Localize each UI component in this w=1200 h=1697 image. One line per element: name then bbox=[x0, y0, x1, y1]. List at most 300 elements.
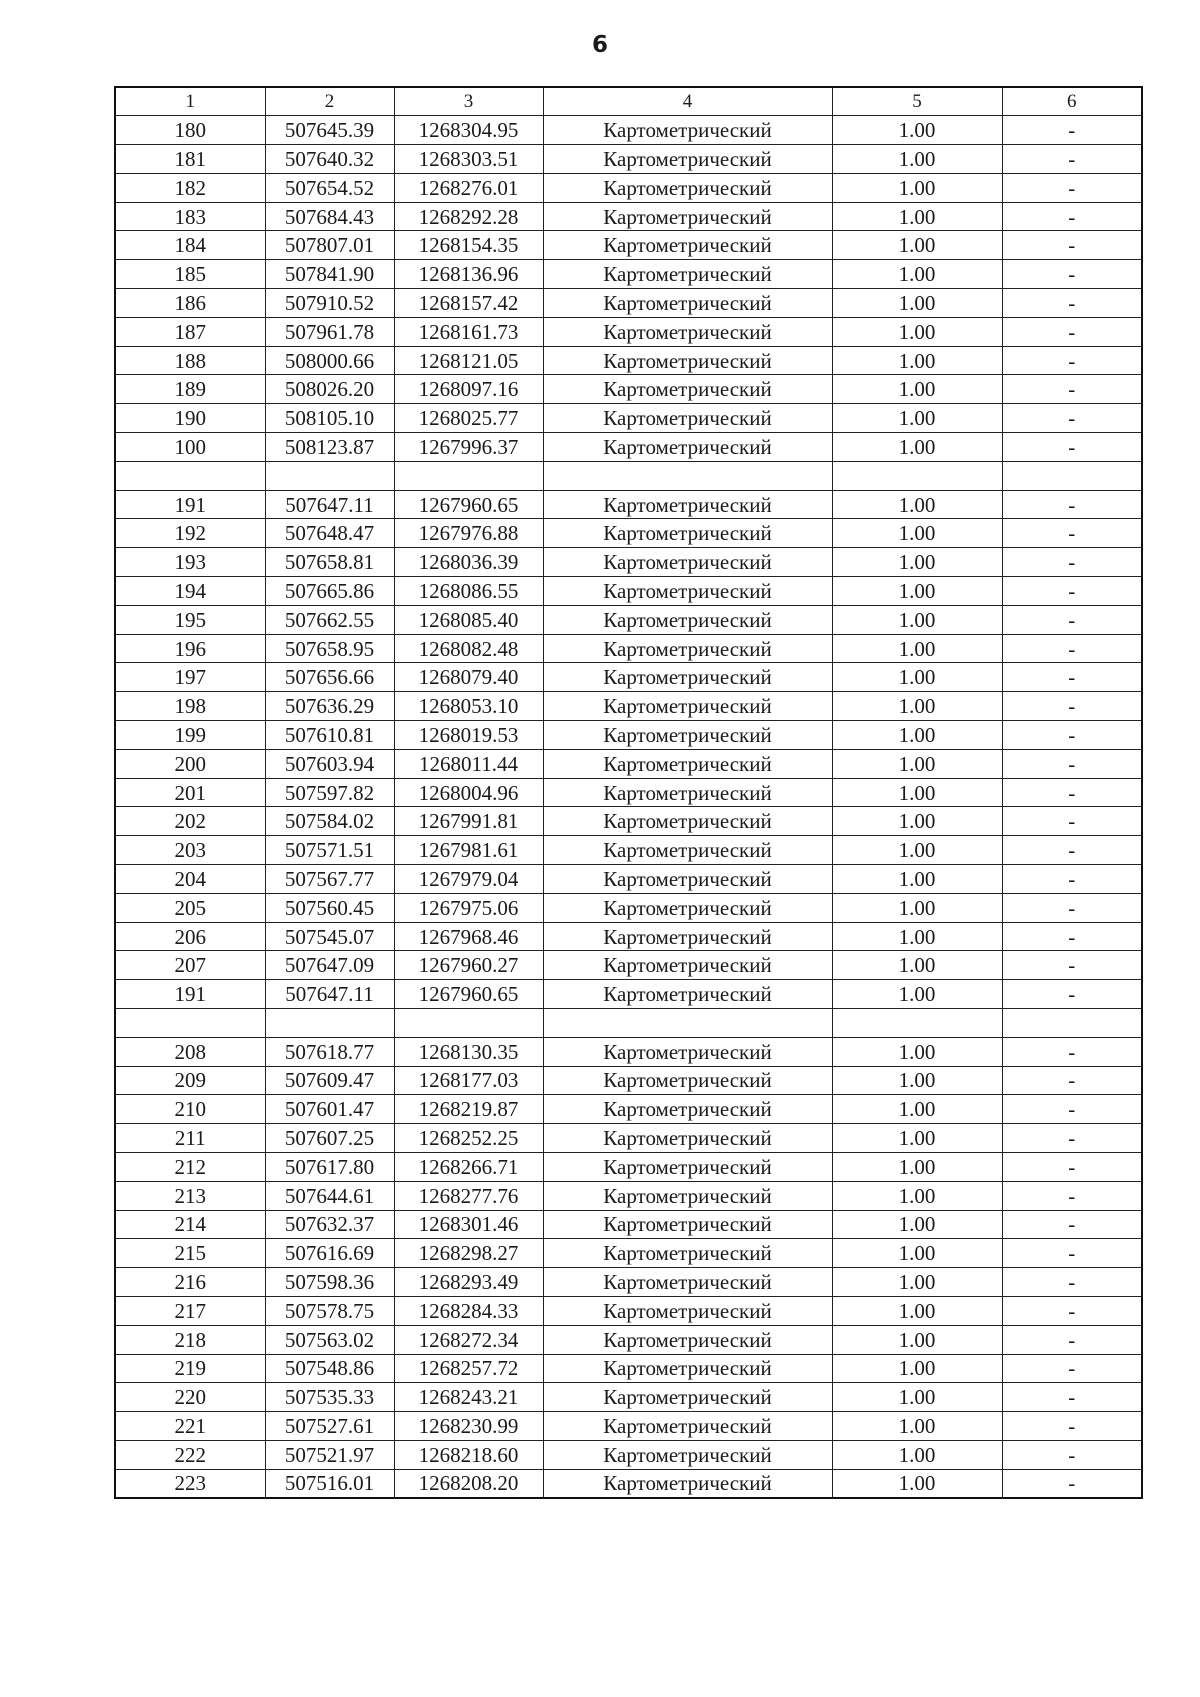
table-row bbox=[115, 1210, 1142, 1239]
description-cell: - bbox=[1002, 605, 1142, 634]
table-row bbox=[115, 490, 1142, 519]
description-cell: - bbox=[1002, 1152, 1142, 1181]
description-cell: - bbox=[1002, 749, 1142, 778]
y-coordinate-cell: 1268086.55 bbox=[394, 577, 543, 606]
accuracy-cell: 1.00 bbox=[832, 1066, 1002, 1095]
accuracy-cell: 1.00 bbox=[832, 173, 1002, 202]
method-cell: Картометрический bbox=[543, 116, 832, 145]
point-number-cell: 192 bbox=[115, 519, 265, 548]
accuracy-cell: 1.00 bbox=[832, 519, 1002, 548]
accuracy-cell: 1.00 bbox=[832, 1181, 1002, 1210]
table-row bbox=[115, 433, 1142, 462]
description-cell: - bbox=[1002, 836, 1142, 865]
x-coordinate-cell: 508000.66 bbox=[265, 346, 394, 375]
table-separator-row bbox=[115, 1009, 1142, 1038]
point-number-cell: 194 bbox=[115, 577, 265, 606]
x-coordinate-cell: 507618.77 bbox=[265, 1037, 394, 1066]
x-coordinate-cell: 508026.20 bbox=[265, 375, 394, 404]
point-number-cell: 214 bbox=[115, 1210, 265, 1239]
x-coordinate-cell: 507521.97 bbox=[265, 1440, 394, 1469]
description-cell: - bbox=[1002, 1469, 1142, 1498]
y-coordinate-cell: 1268025.77 bbox=[394, 404, 543, 433]
accuracy-cell: 1.00 bbox=[832, 1325, 1002, 1354]
x-coordinate-cell: 507607.25 bbox=[265, 1124, 394, 1153]
method-cell: Картометрический bbox=[543, 807, 832, 836]
empty-cell bbox=[115, 461, 265, 490]
method-cell: Картометрический bbox=[543, 1152, 832, 1181]
y-coordinate-cell: 1268252.25 bbox=[394, 1124, 543, 1153]
method-cell: Картометрический bbox=[543, 1383, 832, 1412]
method-cell: Картометрический bbox=[543, 1354, 832, 1383]
empty-cell bbox=[115, 1009, 265, 1038]
header-cell: 1 bbox=[115, 87, 265, 116]
method-cell: Картометрический bbox=[543, 951, 832, 980]
description-cell: - bbox=[1002, 317, 1142, 346]
accuracy-cell: 1.00 bbox=[832, 778, 1002, 807]
table-row bbox=[115, 1095, 1142, 1124]
point-number-cell: 222 bbox=[115, 1440, 265, 1469]
x-coordinate-cell: 507656.66 bbox=[265, 663, 394, 692]
description-cell: - bbox=[1002, 721, 1142, 750]
point-number-cell: 210 bbox=[115, 1095, 265, 1124]
x-coordinate-cell: 507567.77 bbox=[265, 865, 394, 894]
description-cell: - bbox=[1002, 548, 1142, 577]
method-cell: Картометрический bbox=[543, 1469, 832, 1498]
description-cell: - bbox=[1002, 1181, 1142, 1210]
point-number-cell: 207 bbox=[115, 951, 265, 980]
accuracy-cell: 1.00 bbox=[832, 634, 1002, 663]
method-cell: Картометрический bbox=[543, 1210, 832, 1239]
table-row bbox=[115, 404, 1142, 433]
x-coordinate-cell: 507636.29 bbox=[265, 692, 394, 721]
empty-cell bbox=[1002, 461, 1142, 490]
header-cell: 3 bbox=[394, 87, 543, 116]
accuracy-cell: 1.00 bbox=[832, 749, 1002, 778]
point-number-cell: 181 bbox=[115, 145, 265, 174]
accuracy-cell: 1.00 bbox=[832, 893, 1002, 922]
y-coordinate-cell: 1268082.48 bbox=[394, 634, 543, 663]
table-row bbox=[115, 1066, 1142, 1095]
table-row bbox=[115, 1037, 1142, 1066]
empty-cell bbox=[394, 461, 543, 490]
description-cell: - bbox=[1002, 922, 1142, 951]
x-coordinate-cell: 507658.81 bbox=[265, 548, 394, 577]
description-cell: - bbox=[1002, 346, 1142, 375]
point-number-cell: 187 bbox=[115, 317, 265, 346]
y-coordinate-cell: 1268257.72 bbox=[394, 1354, 543, 1383]
table-row bbox=[115, 1124, 1142, 1153]
point-number-cell: 201 bbox=[115, 778, 265, 807]
y-coordinate-cell: 1268085.40 bbox=[394, 605, 543, 634]
accuracy-cell: 1.00 bbox=[832, 951, 1002, 980]
accuracy-cell: 1.00 bbox=[832, 836, 1002, 865]
y-coordinate-cell: 1268303.51 bbox=[394, 145, 543, 174]
description-cell: - bbox=[1002, 951, 1142, 980]
description-cell: - bbox=[1002, 231, 1142, 260]
x-coordinate-cell: 507910.52 bbox=[265, 289, 394, 318]
table-row bbox=[115, 980, 1142, 1009]
point-number-cell: 191 bbox=[115, 490, 265, 519]
method-cell: Картометрический bbox=[543, 922, 832, 951]
x-coordinate-cell: 507597.82 bbox=[265, 778, 394, 807]
point-number-cell: 195 bbox=[115, 605, 265, 634]
x-coordinate-cell: 507841.90 bbox=[265, 260, 394, 289]
method-cell: Картометрический bbox=[543, 346, 832, 375]
table-row bbox=[115, 865, 1142, 894]
method-cell: Картометрический bbox=[543, 548, 832, 577]
method-cell: Картометрический bbox=[543, 260, 832, 289]
table-row bbox=[115, 634, 1142, 663]
accuracy-cell: 1.00 bbox=[832, 433, 1002, 462]
point-number-cell: 196 bbox=[115, 634, 265, 663]
x-coordinate-cell: 507684.43 bbox=[265, 202, 394, 231]
x-coordinate-cell: 507610.81 bbox=[265, 721, 394, 750]
accuracy-cell: 1.00 bbox=[832, 317, 1002, 346]
accuracy-cell: 1.00 bbox=[832, 346, 1002, 375]
x-coordinate-cell: 508123.87 bbox=[265, 433, 394, 462]
point-number-cell: 203 bbox=[115, 836, 265, 865]
x-coordinate-cell: 507665.86 bbox=[265, 577, 394, 606]
y-coordinate-cell: 1268121.05 bbox=[394, 346, 543, 375]
description-cell: - bbox=[1002, 1296, 1142, 1325]
y-coordinate-cell: 1268272.34 bbox=[394, 1325, 543, 1354]
accuracy-cell: 1.00 bbox=[832, 1469, 1002, 1498]
y-coordinate-cell: 1268293.49 bbox=[394, 1268, 543, 1297]
method-cell: Картометрический bbox=[543, 1066, 832, 1095]
method-cell: Картометрический bbox=[543, 490, 832, 519]
description-cell: - bbox=[1002, 375, 1142, 404]
point-number-cell: 217 bbox=[115, 1296, 265, 1325]
x-coordinate-cell: 507560.45 bbox=[265, 893, 394, 922]
y-coordinate-cell: 1267991.81 bbox=[394, 807, 543, 836]
y-coordinate-cell: 1268036.39 bbox=[394, 548, 543, 577]
table-row bbox=[115, 749, 1142, 778]
point-number-cell: 204 bbox=[115, 865, 265, 894]
description-cell: - bbox=[1002, 1412, 1142, 1441]
table-row bbox=[115, 145, 1142, 174]
method-cell: Картометрический bbox=[543, 1440, 832, 1469]
method-cell: Картометрический bbox=[543, 1412, 832, 1441]
method-cell: Картометрический bbox=[543, 692, 832, 721]
table-row bbox=[115, 605, 1142, 634]
accuracy-cell: 1.00 bbox=[832, 116, 1002, 145]
x-coordinate-cell: 507645.39 bbox=[265, 116, 394, 145]
table-row bbox=[115, 577, 1142, 606]
method-cell: Картометрический bbox=[543, 721, 832, 750]
y-coordinate-cell: 1268079.40 bbox=[394, 663, 543, 692]
description-cell: - bbox=[1002, 980, 1142, 1009]
point-number-cell: 219 bbox=[115, 1354, 265, 1383]
point-number-cell: 183 bbox=[115, 202, 265, 231]
y-coordinate-cell: 1267996.37 bbox=[394, 433, 543, 462]
description-cell: - bbox=[1002, 1325, 1142, 1354]
y-coordinate-cell: 1268218.60 bbox=[394, 1440, 543, 1469]
table-row bbox=[115, 202, 1142, 231]
header-cell: 5 bbox=[832, 87, 1002, 116]
x-coordinate-cell: 507535.33 bbox=[265, 1383, 394, 1412]
table-row bbox=[115, 836, 1142, 865]
y-coordinate-cell: 1268097.16 bbox=[394, 375, 543, 404]
empty-cell bbox=[832, 461, 1002, 490]
description-cell: - bbox=[1002, 1095, 1142, 1124]
method-cell: Картометрический bbox=[543, 202, 832, 231]
accuracy-cell: 1.00 bbox=[832, 1239, 1002, 1268]
x-coordinate-cell: 507616.69 bbox=[265, 1239, 394, 1268]
description-cell: - bbox=[1002, 519, 1142, 548]
accuracy-cell: 1.00 bbox=[832, 1037, 1002, 1066]
header-cell: 6 bbox=[1002, 87, 1142, 116]
accuracy-cell: 1.00 bbox=[832, 1296, 1002, 1325]
empty-cell bbox=[832, 1009, 1002, 1038]
point-number-cell: 182 bbox=[115, 173, 265, 202]
description-cell: - bbox=[1002, 865, 1142, 894]
point-number-cell: 184 bbox=[115, 231, 265, 260]
page-number: 6 bbox=[591, 32, 608, 58]
description-cell: - bbox=[1002, 490, 1142, 519]
point-number-cell: 215 bbox=[115, 1239, 265, 1268]
accuracy-cell: 1.00 bbox=[832, 605, 1002, 634]
method-cell: Картометрический bbox=[543, 289, 832, 318]
accuracy-cell: 1.00 bbox=[832, 577, 1002, 606]
y-coordinate-cell: 1268277.76 bbox=[394, 1181, 543, 1210]
y-coordinate-cell: 1268154.35 bbox=[394, 231, 543, 260]
empty-cell bbox=[1002, 1009, 1142, 1038]
table-row bbox=[115, 1440, 1142, 1469]
method-cell: Картометрический bbox=[543, 1124, 832, 1153]
method-cell: Картометрический bbox=[543, 375, 832, 404]
y-coordinate-cell: 1268284.33 bbox=[394, 1296, 543, 1325]
header-cell: 2 bbox=[265, 87, 394, 116]
point-number-cell: 216 bbox=[115, 1268, 265, 1297]
x-coordinate-cell: 507648.47 bbox=[265, 519, 394, 548]
description-cell: - bbox=[1002, 173, 1142, 202]
description-cell: - bbox=[1002, 1210, 1142, 1239]
y-coordinate-cell: 1267975.06 bbox=[394, 893, 543, 922]
point-number-cell: 100 bbox=[115, 433, 265, 462]
y-coordinate-cell: 1268157.42 bbox=[394, 289, 543, 318]
table-row bbox=[115, 1469, 1142, 1498]
description-cell: - bbox=[1002, 404, 1142, 433]
coordinates-table bbox=[114, 86, 1143, 1499]
point-number-cell: 205 bbox=[115, 893, 265, 922]
table-row bbox=[115, 663, 1142, 692]
method-cell: Картометрический bbox=[543, 1296, 832, 1325]
table-row bbox=[115, 260, 1142, 289]
y-coordinate-cell: 1268130.35 bbox=[394, 1037, 543, 1066]
description-cell: - bbox=[1002, 663, 1142, 692]
description-cell: - bbox=[1002, 1239, 1142, 1268]
point-number-cell: 186 bbox=[115, 289, 265, 318]
point-number-cell: 198 bbox=[115, 692, 265, 721]
accuracy-cell: 1.00 bbox=[832, 231, 1002, 260]
y-coordinate-cell: 1268292.28 bbox=[394, 202, 543, 231]
table-row bbox=[115, 721, 1142, 750]
description-cell: - bbox=[1002, 1440, 1142, 1469]
x-coordinate-cell: 507647.11 bbox=[265, 490, 394, 519]
method-cell: Картометрический bbox=[543, 980, 832, 1009]
accuracy-cell: 1.00 bbox=[832, 289, 1002, 318]
accuracy-cell: 1.00 bbox=[832, 1152, 1002, 1181]
point-number-cell: 200 bbox=[115, 749, 265, 778]
point-number-cell: 202 bbox=[115, 807, 265, 836]
y-coordinate-cell: 1267960.65 bbox=[394, 980, 543, 1009]
description-cell: - bbox=[1002, 289, 1142, 318]
table-row bbox=[115, 375, 1142, 404]
table-row bbox=[115, 1296, 1142, 1325]
table-row bbox=[115, 1239, 1142, 1268]
description-cell: - bbox=[1002, 893, 1142, 922]
point-number-cell: 213 bbox=[115, 1181, 265, 1210]
accuracy-cell: 1.00 bbox=[832, 1383, 1002, 1412]
method-cell: Картометрический bbox=[543, 893, 832, 922]
y-coordinate-cell: 1268243.21 bbox=[394, 1383, 543, 1412]
point-number-cell: 188 bbox=[115, 346, 265, 375]
accuracy-cell: 1.00 bbox=[832, 260, 1002, 289]
y-coordinate-cell: 1268161.73 bbox=[394, 317, 543, 346]
y-coordinate-cell: 1267960.65 bbox=[394, 490, 543, 519]
method-cell: Картометрический bbox=[543, 1095, 832, 1124]
x-coordinate-cell: 507640.32 bbox=[265, 145, 394, 174]
table-row bbox=[115, 893, 1142, 922]
accuracy-cell: 1.00 bbox=[832, 807, 1002, 836]
point-number-cell: 211 bbox=[115, 1124, 265, 1153]
table-header-row bbox=[115, 87, 1142, 116]
y-coordinate-cell: 1267979.04 bbox=[394, 865, 543, 894]
y-coordinate-cell: 1267981.61 bbox=[394, 836, 543, 865]
method-cell: Картометрический bbox=[543, 634, 832, 663]
description-cell: - bbox=[1002, 1268, 1142, 1297]
accuracy-cell: 1.00 bbox=[832, 404, 1002, 433]
accuracy-cell: 1.00 bbox=[832, 980, 1002, 1009]
description-cell: - bbox=[1002, 1354, 1142, 1383]
x-coordinate-cell: 507617.80 bbox=[265, 1152, 394, 1181]
method-cell: Картометрический bbox=[543, 519, 832, 548]
accuracy-cell: 1.00 bbox=[832, 548, 1002, 577]
empty-cell bbox=[265, 461, 394, 490]
point-number-cell: 191 bbox=[115, 980, 265, 1009]
y-coordinate-cell: 1268011.44 bbox=[394, 749, 543, 778]
table-row bbox=[115, 951, 1142, 980]
method-cell: Картометрический bbox=[543, 433, 832, 462]
point-number-cell: 220 bbox=[115, 1383, 265, 1412]
point-number-cell: 180 bbox=[115, 116, 265, 145]
x-coordinate-cell: 507961.78 bbox=[265, 317, 394, 346]
x-coordinate-cell: 507644.61 bbox=[265, 1181, 394, 1210]
y-coordinate-cell: 1268208.20 bbox=[394, 1469, 543, 1498]
table-separator-row bbox=[115, 461, 1142, 490]
y-coordinate-cell: 1268019.53 bbox=[394, 721, 543, 750]
method-cell: Картометрический bbox=[543, 865, 832, 894]
table-row bbox=[115, 548, 1142, 577]
x-coordinate-cell: 507545.07 bbox=[265, 922, 394, 951]
point-number-cell: 193 bbox=[115, 548, 265, 577]
accuracy-cell: 1.00 bbox=[832, 865, 1002, 894]
table-row bbox=[115, 1152, 1142, 1181]
x-coordinate-cell: 507527.61 bbox=[265, 1412, 394, 1441]
table-row bbox=[115, 1412, 1142, 1441]
description-cell: - bbox=[1002, 634, 1142, 663]
x-coordinate-cell: 507647.09 bbox=[265, 951, 394, 980]
method-cell: Картометрический bbox=[543, 1268, 832, 1297]
x-coordinate-cell: 507516.01 bbox=[265, 1469, 394, 1498]
point-number-cell: 221 bbox=[115, 1412, 265, 1441]
description-cell: - bbox=[1002, 202, 1142, 231]
point-number-cell: 199 bbox=[115, 721, 265, 750]
header-cell: 4 bbox=[543, 87, 832, 116]
point-number-cell: 209 bbox=[115, 1066, 265, 1095]
method-cell: Картометрический bbox=[543, 1181, 832, 1210]
x-coordinate-cell: 507807.01 bbox=[265, 231, 394, 260]
table-row bbox=[115, 289, 1142, 318]
method-cell: Картометрический bbox=[543, 404, 832, 433]
description-cell: - bbox=[1002, 145, 1142, 174]
accuracy-cell: 1.00 bbox=[832, 1268, 1002, 1297]
x-coordinate-cell: 507563.02 bbox=[265, 1325, 394, 1354]
y-coordinate-cell: 1268276.01 bbox=[394, 173, 543, 202]
table-row bbox=[115, 1181, 1142, 1210]
description-cell: - bbox=[1002, 1037, 1142, 1066]
description-cell: - bbox=[1002, 433, 1142, 462]
empty-cell bbox=[543, 1009, 832, 1038]
accuracy-cell: 1.00 bbox=[832, 1210, 1002, 1239]
method-cell: Картометрический bbox=[543, 778, 832, 807]
y-coordinate-cell: 1268004.96 bbox=[394, 778, 543, 807]
y-coordinate-cell: 1268301.46 bbox=[394, 1210, 543, 1239]
x-coordinate-cell: 507662.55 bbox=[265, 605, 394, 634]
description-cell: - bbox=[1002, 260, 1142, 289]
x-coordinate-cell: 507603.94 bbox=[265, 749, 394, 778]
description-cell: - bbox=[1002, 1066, 1142, 1095]
method-cell: Картометрический bbox=[543, 173, 832, 202]
table-body bbox=[115, 87, 1142, 1498]
y-coordinate-cell: 1267960.27 bbox=[394, 951, 543, 980]
accuracy-cell: 1.00 bbox=[832, 922, 1002, 951]
x-coordinate-cell: 507647.11 bbox=[265, 980, 394, 1009]
table-row bbox=[115, 1383, 1142, 1412]
table-row bbox=[115, 922, 1142, 951]
method-cell: Картометрический bbox=[543, 1325, 832, 1354]
point-number-cell: 223 bbox=[115, 1469, 265, 1498]
table-row bbox=[115, 1268, 1142, 1297]
method-cell: Картометрический bbox=[543, 663, 832, 692]
point-number-cell: 218 bbox=[115, 1325, 265, 1354]
x-coordinate-cell: 507632.37 bbox=[265, 1210, 394, 1239]
method-cell: Картометрический bbox=[543, 317, 832, 346]
table-row bbox=[115, 807, 1142, 836]
method-cell: Картометрический bbox=[543, 605, 832, 634]
x-coordinate-cell: 507571.51 bbox=[265, 836, 394, 865]
y-coordinate-cell: 1267976.88 bbox=[394, 519, 543, 548]
point-number-cell: 189 bbox=[115, 375, 265, 404]
description-cell: - bbox=[1002, 1124, 1142, 1153]
empty-cell bbox=[543, 461, 832, 490]
table-row bbox=[115, 231, 1142, 260]
accuracy-cell: 1.00 bbox=[832, 1095, 1002, 1124]
point-number-cell: 208 bbox=[115, 1037, 265, 1066]
x-coordinate-cell: 507601.47 bbox=[265, 1095, 394, 1124]
y-coordinate-cell: 1268230.99 bbox=[394, 1412, 543, 1441]
table-row bbox=[115, 1354, 1142, 1383]
method-cell: Картометрический bbox=[543, 1239, 832, 1268]
accuracy-cell: 1.00 bbox=[832, 202, 1002, 231]
y-coordinate-cell: 1268136.96 bbox=[394, 260, 543, 289]
accuracy-cell: 1.00 bbox=[832, 490, 1002, 519]
point-number-cell: 185 bbox=[115, 260, 265, 289]
x-coordinate-cell: 507584.02 bbox=[265, 807, 394, 836]
point-number-cell: 197 bbox=[115, 663, 265, 692]
method-cell: Картометрический bbox=[543, 749, 832, 778]
x-coordinate-cell: 507548.86 bbox=[265, 1354, 394, 1383]
